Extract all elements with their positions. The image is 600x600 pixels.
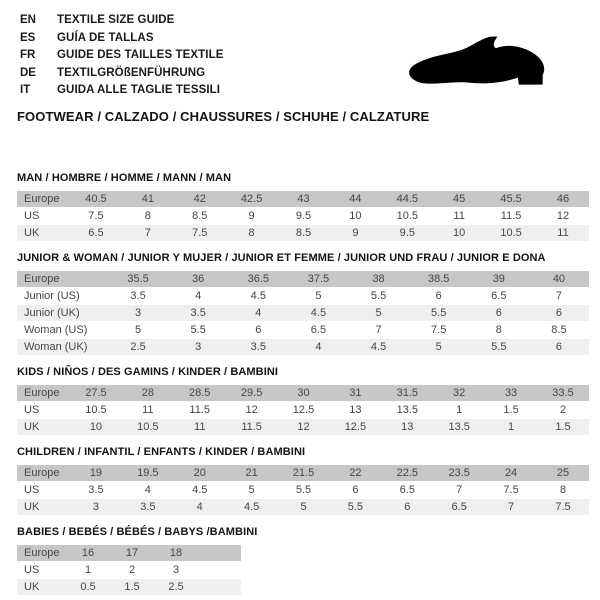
table-row — [17, 562, 241, 578]
size-value: 10.5 — [122, 419, 174, 435]
size-value: 5.5 — [409, 305, 469, 321]
size-value: 12 — [537, 208, 589, 224]
size-value: 6.5 — [288, 322, 348, 338]
size-value: 45.5 — [485, 191, 537, 207]
size-table-kids — [17, 384, 589, 436]
size-value: 36 — [168, 271, 228, 287]
size-value: 22 — [329, 465, 381, 481]
section-title: CHILDREN / INFANTIL / ENFANTS / KINDER / BAMBINI — [17, 445, 306, 458]
size-value: 3 — [108, 305, 168, 321]
table-row — [17, 499, 589, 515]
language-title-block — [17, 12, 224, 100]
language-title: GUÍA DE TALLAS — [57, 31, 154, 44]
size-value: 13.5 — [433, 419, 485, 435]
size-value: 7 — [485, 499, 537, 515]
size-value: 11 — [122, 402, 174, 418]
row-label: Europe — [17, 385, 70, 401]
table-row — [17, 305, 589, 321]
language-title: TEXTILGRÖßENFÜHRUNG — [57, 66, 206, 79]
size-value: 33 — [485, 385, 537, 401]
language-code: EN — [20, 14, 36, 26]
size-value: 16 — [66, 545, 110, 561]
size-value: 6.5 — [433, 499, 485, 515]
section-title: JUNIOR & WOMAN / JUNIOR Y MUJER / JUNIOR ET FEMME / JUNIOR UND FRAU / JUNIOR E DONA — [17, 251, 546, 264]
table-row — [17, 385, 589, 401]
size-value: 8.5 — [529, 322, 589, 338]
size-value: 3 — [168, 339, 228, 355]
size-value: 3 — [70, 499, 122, 515]
language-title: TEXTILE SIZE GUIDE — [57, 14, 175, 26]
size-value: 8.5 — [278, 225, 330, 241]
size-guide-section-children — [17, 446, 600, 516]
language-row — [20, 82, 224, 100]
size-value: 9.5 — [278, 208, 330, 224]
size-value: 13.5 — [381, 402, 433, 418]
size-value: 3 — [154, 562, 198, 578]
size-value: 7 — [349, 322, 409, 338]
language-row — [20, 65, 224, 83]
size-value: 43 — [278, 191, 330, 207]
size-value: 12 — [226, 402, 278, 418]
size-value: 20 — [174, 465, 226, 481]
size-value: 11.5 — [485, 208, 537, 224]
size-value: 3.5 — [108, 288, 168, 304]
size-value: 2.5 — [108, 339, 168, 355]
size-value: 4.5 — [226, 499, 278, 515]
size-value: 1 — [433, 402, 485, 418]
size-value: 5.5 — [349, 288, 409, 304]
size-value: 10.5 — [381, 208, 433, 224]
size-value: 4 — [228, 305, 288, 321]
size-value: 13 — [329, 402, 381, 418]
size-value: 29.5 — [226, 385, 278, 401]
size-value: 30 — [278, 385, 330, 401]
size-value: 28 — [122, 385, 174, 401]
size-value: 10.5 — [70, 402, 122, 418]
language-title: GUIDA ALLE TAGLIE TESSILI — [57, 84, 221, 96]
row-label: US — [17, 208, 70, 224]
size-value: 21.5 — [278, 465, 330, 481]
size-value: 37.5 — [288, 271, 348, 287]
language-code: IT — [20, 84, 31, 96]
table-row — [17, 322, 589, 338]
row-label: UK — [17, 225, 70, 241]
size-value: 38.5 — [409, 271, 469, 287]
size-value: 11 — [174, 419, 226, 435]
size-value: 3.5 — [122, 499, 174, 515]
row-label: Europe — [17, 545, 66, 561]
table-row — [17, 339, 589, 355]
size-value: 7.5 — [70, 208, 122, 224]
size-value: 6 — [409, 288, 469, 304]
size-value: 8 — [469, 322, 529, 338]
size-value: 5 — [409, 339, 469, 355]
row-label: Junior (US) — [17, 288, 108, 304]
size-value: 3.5 — [228, 339, 288, 355]
size-value — [198, 579, 241, 595]
size-value: 5.5 — [168, 322, 228, 338]
size-table-children — [17, 464, 589, 516]
size-value: 6 — [329, 482, 381, 498]
size-value: 10 — [329, 208, 381, 224]
size-value: 2.5 — [154, 579, 198, 595]
size-value: 11 — [537, 225, 589, 241]
size-value: 9.5 — [381, 225, 433, 241]
table-row — [17, 288, 589, 304]
size-value — [198, 545, 241, 561]
size-value: 9 — [226, 208, 278, 224]
size-value: 3.5 — [168, 305, 228, 321]
size-value: 44 — [329, 191, 381, 207]
row-label: Europe — [17, 465, 70, 481]
size-value: 19 — [70, 465, 122, 481]
size-value: 13 — [381, 419, 433, 435]
size-guide-section-kids — [17, 366, 600, 436]
row-label: UK — [17, 419, 70, 435]
size-value: 44.5 — [381, 191, 433, 207]
size-value: 5.5 — [278, 482, 330, 498]
size-value: 8 — [122, 208, 174, 224]
row-label: Junior (UK) — [17, 305, 108, 321]
size-table-junior-woman — [17, 270, 589, 356]
size-value: 5 — [108, 322, 168, 338]
size-guide-section-man — [17, 172, 600, 242]
language-row — [20, 47, 224, 65]
size-value: 39 — [469, 271, 529, 287]
size-value: 12.5 — [278, 402, 330, 418]
size-value: 5 — [278, 499, 330, 515]
section-title: KIDS / NIÑOS / DES GAMINS / KINDER / BAMBINI — [17, 365, 279, 378]
table-row — [17, 225, 589, 241]
size-value: 3.5 — [70, 482, 122, 498]
size-value: 9 — [329, 225, 381, 241]
size-value: 1 — [485, 419, 537, 435]
size-value: 6 — [381, 499, 433, 515]
row-label: UK — [17, 579, 66, 595]
size-value: 7.5 — [485, 482, 537, 498]
language-title: GUIDE DES TAILLES TEXTILE — [57, 49, 224, 61]
size-value: 42.5 — [226, 191, 278, 207]
size-tables — [17, 172, 600, 596]
language-code: DE — [20, 66, 36, 79]
size-value: 7 — [122, 225, 174, 241]
size-value: 4.5 — [349, 339, 409, 355]
row-label: Woman (UK) — [17, 339, 108, 355]
size-guide-section-junior-woman — [17, 252, 600, 356]
size-value: 10.5 — [485, 225, 537, 241]
size-value: 1.5 — [110, 579, 154, 595]
table-row — [17, 579, 241, 595]
language-row — [20, 30, 224, 48]
size-table-babies — [17, 544, 241, 596]
category-title: FOOTWEAR / CALZADO / CHAUSSURES / SCHUHE / CALZATURE — [17, 108, 430, 124]
section-title: BABIES / BEBÉS / BÉBÉS / BABYS /BAMBINI — [17, 525, 258, 538]
size-value: 8 — [537, 482, 589, 498]
size-value: 35.5 — [108, 271, 168, 287]
language-code: FR — [20, 49, 36, 61]
size-value: 36.5 — [228, 271, 288, 287]
size-value: 40 — [529, 271, 589, 287]
size-value: 10 — [70, 419, 122, 435]
size-value: 21 — [226, 465, 278, 481]
size-value: 12.5 — [329, 419, 381, 435]
row-label: US — [17, 482, 70, 498]
size-value: 5 — [349, 305, 409, 321]
size-value: 7.5 — [409, 322, 469, 338]
table-row — [17, 208, 589, 224]
dress-shoe-icon — [400, 35, 572, 97]
size-value: 4 — [174, 499, 226, 515]
table-row — [17, 465, 589, 481]
size-value: 1 — [66, 562, 110, 578]
size-value: 42 — [174, 191, 226, 207]
size-value: 31 — [329, 385, 381, 401]
size-value: 10 — [433, 225, 485, 241]
size-value: 27.5 — [70, 385, 122, 401]
size-value: 28.5 — [174, 385, 226, 401]
size-value: 22.5 — [381, 465, 433, 481]
size-value: 45 — [433, 191, 485, 207]
size-value: 0.5 — [66, 579, 110, 595]
size-guide-section-babies — [17, 526, 600, 596]
size-value: 18 — [154, 545, 198, 561]
size-value: 32 — [433, 385, 485, 401]
size-table-man — [17, 190, 589, 242]
size-value: 7 — [433, 482, 485, 498]
size-value: 41 — [122, 191, 174, 207]
size-value: 38 — [349, 271, 409, 287]
table-row — [17, 545, 241, 561]
size-value: 5.5 — [329, 499, 381, 515]
size-value: 7 — [529, 288, 589, 304]
page-header — [17, 12, 600, 100]
row-label: Europe — [17, 191, 70, 207]
language-row — [20, 12, 224, 30]
size-value: 23.5 — [433, 465, 485, 481]
row-label: Europe — [17, 271, 108, 287]
size-value: 24 — [485, 465, 537, 481]
size-value: 5 — [226, 482, 278, 498]
table-row — [17, 271, 589, 287]
size-value: 19.5 — [122, 465, 174, 481]
size-value: 4.5 — [228, 288, 288, 304]
size-value: 25 — [537, 465, 589, 481]
size-value: 5 — [288, 288, 348, 304]
size-value: 33.5 — [537, 385, 589, 401]
size-value: 7.5 — [174, 225, 226, 241]
size-value: 7.5 — [537, 499, 589, 515]
size-value: 11 — [433, 208, 485, 224]
size-value: 6 — [529, 339, 589, 355]
table-row — [17, 482, 589, 498]
size-value: 1.5 — [485, 402, 537, 418]
size-value: 46 — [537, 191, 589, 207]
table-row — [17, 402, 589, 418]
size-value: 6 — [469, 305, 529, 321]
size-value: 6 — [228, 322, 288, 338]
size-value: 4 — [122, 482, 174, 498]
size-value: 1.5 — [537, 419, 589, 435]
size-value: 4.5 — [174, 482, 226, 498]
size-value: 4 — [288, 339, 348, 355]
row-label: Woman (US) — [17, 322, 108, 338]
size-value: 6 — [529, 305, 589, 321]
size-value: 11.5 — [174, 402, 226, 418]
size-value: 8 — [226, 225, 278, 241]
size-value: 12 — [278, 419, 330, 435]
table-row — [17, 191, 589, 207]
row-label: US — [17, 402, 70, 418]
table-row — [17, 419, 589, 435]
size-value: 8.5 — [174, 208, 226, 224]
size-value: 6.5 — [381, 482, 433, 498]
size-value: 5.5 — [469, 339, 529, 355]
size-value: 40.5 — [70, 191, 122, 207]
size-value — [198, 562, 241, 578]
size-value: 2 — [110, 562, 154, 578]
size-value: 4.5 — [288, 305, 348, 321]
row-label: UK — [17, 499, 70, 515]
size-value: 6.5 — [70, 225, 122, 241]
size-value: 17 — [110, 545, 154, 561]
size-value: 2 — [537, 402, 589, 418]
size-value: 4 — [168, 288, 228, 304]
size-value: 6.5 — [469, 288, 529, 304]
language-code: ES — [20, 31, 36, 44]
row-label: US — [17, 562, 66, 578]
section-title: MAN / HOMBRE / HOMME / MANN / MAN — [17, 171, 232, 184]
size-value: 11.5 — [226, 419, 278, 435]
size-value: 31.5 — [381, 385, 433, 401]
